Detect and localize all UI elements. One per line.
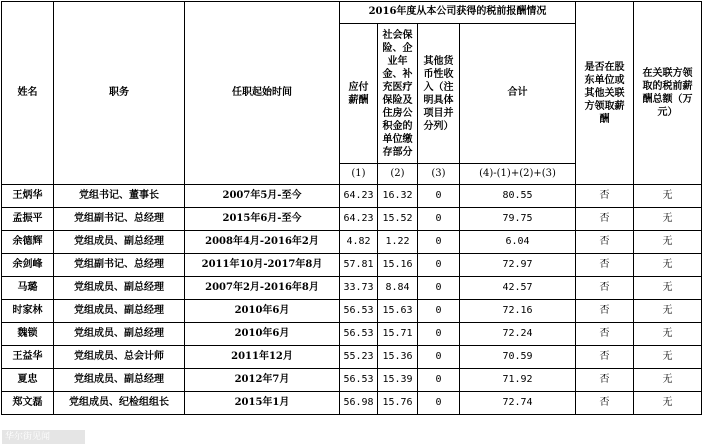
cell-other: 0 bbox=[418, 300, 460, 323]
cell-total: 72.24 bbox=[460, 323, 576, 346]
table-row bbox=[2, 346, 702, 369]
cell-social: 15.16 bbox=[378, 254, 418, 277]
cell-payable: 55.23 bbox=[340, 346, 378, 369]
table-row bbox=[2, 369, 702, 392]
cell-position: 党组成员、总会计师 bbox=[54, 346, 185, 369]
cell-shareholder: 否 bbox=[576, 208, 634, 231]
cell-payable: 56.53 bbox=[340, 323, 378, 346]
cell-social: 15.76 bbox=[378, 392, 418, 415]
cell-name: 魏锁 bbox=[2, 323, 54, 346]
header-group-title: 2016年度从本公司获得的税前报酬情况 bbox=[340, 2, 576, 24]
cell-shareholder: 否 bbox=[576, 346, 634, 369]
cell-other: 0 bbox=[418, 231, 460, 254]
header-name: 姓名 bbox=[2, 2, 54, 185]
cell-payable: 4.82 bbox=[340, 231, 378, 254]
cell-tenure: 2010年6月 bbox=[185, 323, 340, 346]
cell-social: 8.84 bbox=[378, 277, 418, 300]
cell-other: 0 bbox=[418, 323, 460, 346]
cell-name: 时家林 bbox=[2, 300, 54, 323]
cell-position: 党组副书记、总经理 bbox=[54, 254, 185, 277]
cell-other: 0 bbox=[418, 208, 460, 231]
table-row bbox=[2, 208, 702, 231]
cell-total: 72.97 bbox=[460, 254, 576, 277]
cell-tenure: 2010年6月 bbox=[185, 300, 340, 323]
cell-total: 6.04 bbox=[460, 231, 576, 254]
cell-tenure: 2015年6月-至今 bbox=[185, 208, 340, 231]
cell-social: 15.39 bbox=[378, 369, 418, 392]
cell-other: 0 bbox=[418, 277, 460, 300]
code-1: (1) bbox=[340, 164, 378, 185]
cell-name: 余德辉 bbox=[2, 231, 54, 254]
cell-related: 无 bbox=[634, 300, 702, 323]
cell-name: 王炳华 bbox=[2, 185, 54, 208]
cell-tenure: 2012年7月 bbox=[185, 369, 340, 392]
code-2: (2) bbox=[378, 164, 418, 185]
cell-shareholder: 否 bbox=[576, 277, 634, 300]
cell-social: 16.32 bbox=[378, 185, 418, 208]
cell-total: 72.16 bbox=[460, 300, 576, 323]
cell-payable: 57.81 bbox=[340, 254, 378, 277]
cell-related: 无 bbox=[634, 323, 702, 346]
cell-total: 42.57 bbox=[460, 277, 576, 300]
cell-position: 党组成员、副总经理 bbox=[54, 231, 185, 254]
table-row bbox=[2, 277, 702, 300]
cell-shareholder: 否 bbox=[576, 185, 634, 208]
cell-other: 0 bbox=[418, 185, 460, 208]
cell-related: 无 bbox=[634, 369, 702, 392]
cell-shareholder: 否 bbox=[576, 254, 634, 277]
cell-shareholder: 否 bbox=[576, 392, 634, 415]
table-row bbox=[2, 254, 702, 277]
table-row bbox=[2, 231, 702, 254]
table-row bbox=[2, 323, 702, 346]
cell-other: 0 bbox=[418, 369, 460, 392]
cell-position: 党组成员、副总经理 bbox=[54, 323, 185, 346]
code-4: (4)-(1)+(2)+(3) bbox=[460, 164, 576, 185]
cell-payable: 56.53 bbox=[340, 300, 378, 323]
cell-position: 党组成员、纪检组组长 bbox=[54, 392, 185, 415]
header-social: 社会保险、企业年金、补充医疗保险及住房公积金的单位缴存部分 bbox=[378, 24, 418, 164]
cell-total: 72.74 bbox=[460, 392, 576, 415]
cell-payable: 56.98 bbox=[340, 392, 378, 415]
code-3: (3) bbox=[418, 164, 460, 185]
cell-shareholder: 否 bbox=[576, 323, 634, 346]
cell-payable: 64.23 bbox=[340, 208, 378, 231]
cell-position: 党组成员、副总经理 bbox=[54, 277, 185, 300]
cell-tenure: 2007年2月-2016年8月 bbox=[185, 277, 340, 300]
cell-other: 0 bbox=[418, 392, 460, 415]
table-row bbox=[2, 300, 702, 323]
cell-related: 无 bbox=[634, 185, 702, 208]
cell-tenure: 2011年10月-2017年8月 bbox=[185, 254, 340, 277]
cell-position: 党组成员、副总经理 bbox=[54, 369, 185, 392]
header-payable: 应付薪酬 bbox=[340, 24, 378, 164]
header-shareholder: 是否在股东单位或其他关联方领取薪酬 bbox=[576, 2, 634, 185]
cell-payable: 56.53 bbox=[340, 369, 378, 392]
cell-total: 79.75 bbox=[460, 208, 576, 231]
cell-tenure: 2008年4月-2016年2月 bbox=[185, 231, 340, 254]
cell-position: 党组成员、副总经理 bbox=[54, 300, 185, 323]
cell-related: 无 bbox=[634, 346, 702, 369]
watermark: 华尔街见闻 bbox=[2, 430, 85, 444]
cell-name: 孟振平 bbox=[2, 208, 54, 231]
cell-name: 夏忠 bbox=[2, 369, 54, 392]
cell-related: 无 bbox=[634, 277, 702, 300]
cell-name: 王益华 bbox=[2, 346, 54, 369]
header-tenure: 任职起始时间 bbox=[185, 2, 340, 185]
cell-tenure: 2015年1月 bbox=[185, 392, 340, 415]
table-row bbox=[2, 185, 702, 208]
cell-position: 党组副书记、总经理 bbox=[54, 208, 185, 231]
cell-total: 80.55 bbox=[460, 185, 576, 208]
cell-payable: 64.23 bbox=[340, 185, 378, 208]
cell-name: 郑文磊 bbox=[2, 392, 54, 415]
cell-social: 15.36 bbox=[378, 346, 418, 369]
header-related: 在关联方领取的税前薪酬总额（万元） bbox=[634, 2, 702, 185]
cell-social: 15.52 bbox=[378, 208, 418, 231]
compensation-table bbox=[1, 1, 702, 415]
header-total: 合计 bbox=[460, 24, 576, 164]
cell-related: 无 bbox=[634, 392, 702, 415]
header-position: 职务 bbox=[54, 2, 185, 185]
cell-name: 余剑峰 bbox=[2, 254, 54, 277]
cell-related: 无 bbox=[634, 231, 702, 254]
table-row bbox=[2, 392, 702, 415]
cell-tenure: 2007年5月-至今 bbox=[185, 185, 340, 208]
cell-related: 无 bbox=[634, 254, 702, 277]
cell-total: 71.92 bbox=[460, 369, 576, 392]
cell-payable: 33.73 bbox=[340, 277, 378, 300]
cell-social: 15.71 bbox=[378, 323, 418, 346]
cell-other: 0 bbox=[418, 254, 460, 277]
cell-tenure: 2011年12月 bbox=[185, 346, 340, 369]
cell-related: 无 bbox=[634, 208, 702, 231]
header-other: 其他货币性收入（注明具体项目并分列） bbox=[418, 24, 460, 164]
cell-shareholder: 否 bbox=[576, 300, 634, 323]
cell-shareholder: 否 bbox=[576, 231, 634, 254]
cell-name: 马璐 bbox=[2, 277, 54, 300]
cell-social: 15.63 bbox=[378, 300, 418, 323]
cell-other: 0 bbox=[418, 346, 460, 369]
cell-social: 1.22 bbox=[378, 231, 418, 254]
cell-shareholder: 否 bbox=[576, 369, 634, 392]
cell-position: 党组书记、董事长 bbox=[54, 185, 185, 208]
cell-total: 70.59 bbox=[460, 346, 576, 369]
